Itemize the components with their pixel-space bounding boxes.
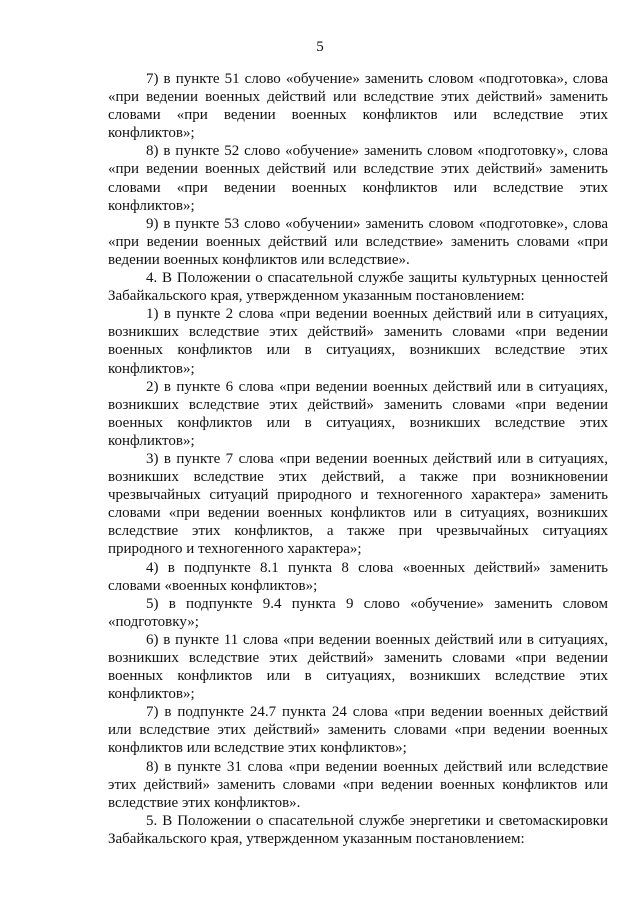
paragraph-item-4-subclause-8-1: 4) в подпункте 8.1 пункта 8 слова «военных действий» заменить словами «военных конфликтов»; [108, 559, 608, 594]
paragraph-item-7-clause-51: 7) в пункте 51 слово «обучение» заменить словом «подготовка», слова «при ведении военных действий или вследствие этих действий» заменить словами «при ведении военных конфликтов или вследствие этих конфликтов»; [108, 71, 608, 142]
paragraph-item-9-clause-53: 9) в пункте 53 слово «обучении» заменить словом «подготовке», слова «при ведении военных действий или вследствие» заменить словами «при ведении военных конфликтов или вследствие». [108, 215, 608, 268]
page-number: 5 [316, 39, 324, 55]
paragraph-item-8-clause-31: 8) в пункте 31 слова «при ведении военных действий или вследствие этих действий» заменить словами «при ведении военных конфликтов или вследствие этих конфликтов». [108, 758, 608, 811]
paragraph-item-3-clause-7: 3) в пункте 7 слова «при ведении военных действий или в ситуациях, возникших вследствие этих действий, а также при возникновении чрезвычайных ситуаций природного и техногенного характера» заменить словами «при ведении военных конфликтов или в ситуациях, возникших вследствие этих конфликтов, а также при чрезвычайных ситуациях природного и техногенного характера»; [108, 450, 608, 558]
paragraph-item-8-clause-52: 8) в пункте 52 слово «обучение» заменить словом «подготовку», слова «при ведении военных действий или вследствие этих действий» заменить словами «при ведении военных конфликтов или вследствие этих конфликтов»; [108, 143, 608, 214]
paragraph-section-4-heading: 4. В Положении о спасательной службе защиты культурных ценностей Забайкальского края, утвержденном указанным постановлением: [108, 270, 608, 305]
paragraph-item-2-clause-6: 2) в пункте 6 слова «при ведении военных действий или в ситуациях, возникших вследствие этих действий» заменить словами «при ведении военных конфликтов или в ситуациях, возникших вследствие этих конфликтов»; [108, 378, 608, 449]
document-body [108, 70, 608, 848]
paragraph-item-7-subclause-24-7: 7) в подпункте 24.7 пункта 24 слова «при ведении военных действий или вследствие этих действий» заменить словами «при ведении военных конфликтов или вследствие этих конфликтов»; [108, 704, 608, 757]
paragraph-item-6-clause-11: 6) в пункте 11 слова «при ведении военных действий или в ситуациях, возникших вследствие этих действий» заменить словами «при ведении военных конфликтов или в ситуациях, возникших вследствие этих конфликтов»; [108, 631, 608, 703]
paragraph-item-5-subclause-9-4: 5) в подпункте 9.4 пункта 9 слово «обучение» заменить словом «подготовку»; [108, 595, 608, 630]
paragraph-section-5-heading: 5. В Положении о спасательной службе энергетики и светомаскировки Забайкальского края, утвержденном указанным постановлением: [108, 812, 608, 847]
paragraph-item-1-clause-2: 1) в пункте 2 слова «при ведении военных действий или в ситуациях, возникших вследствие этих действий» заменить словами «при ведении военных конфликтов или в ситуациях, возникших вследствие этих конфликтов»; [108, 306, 608, 377]
